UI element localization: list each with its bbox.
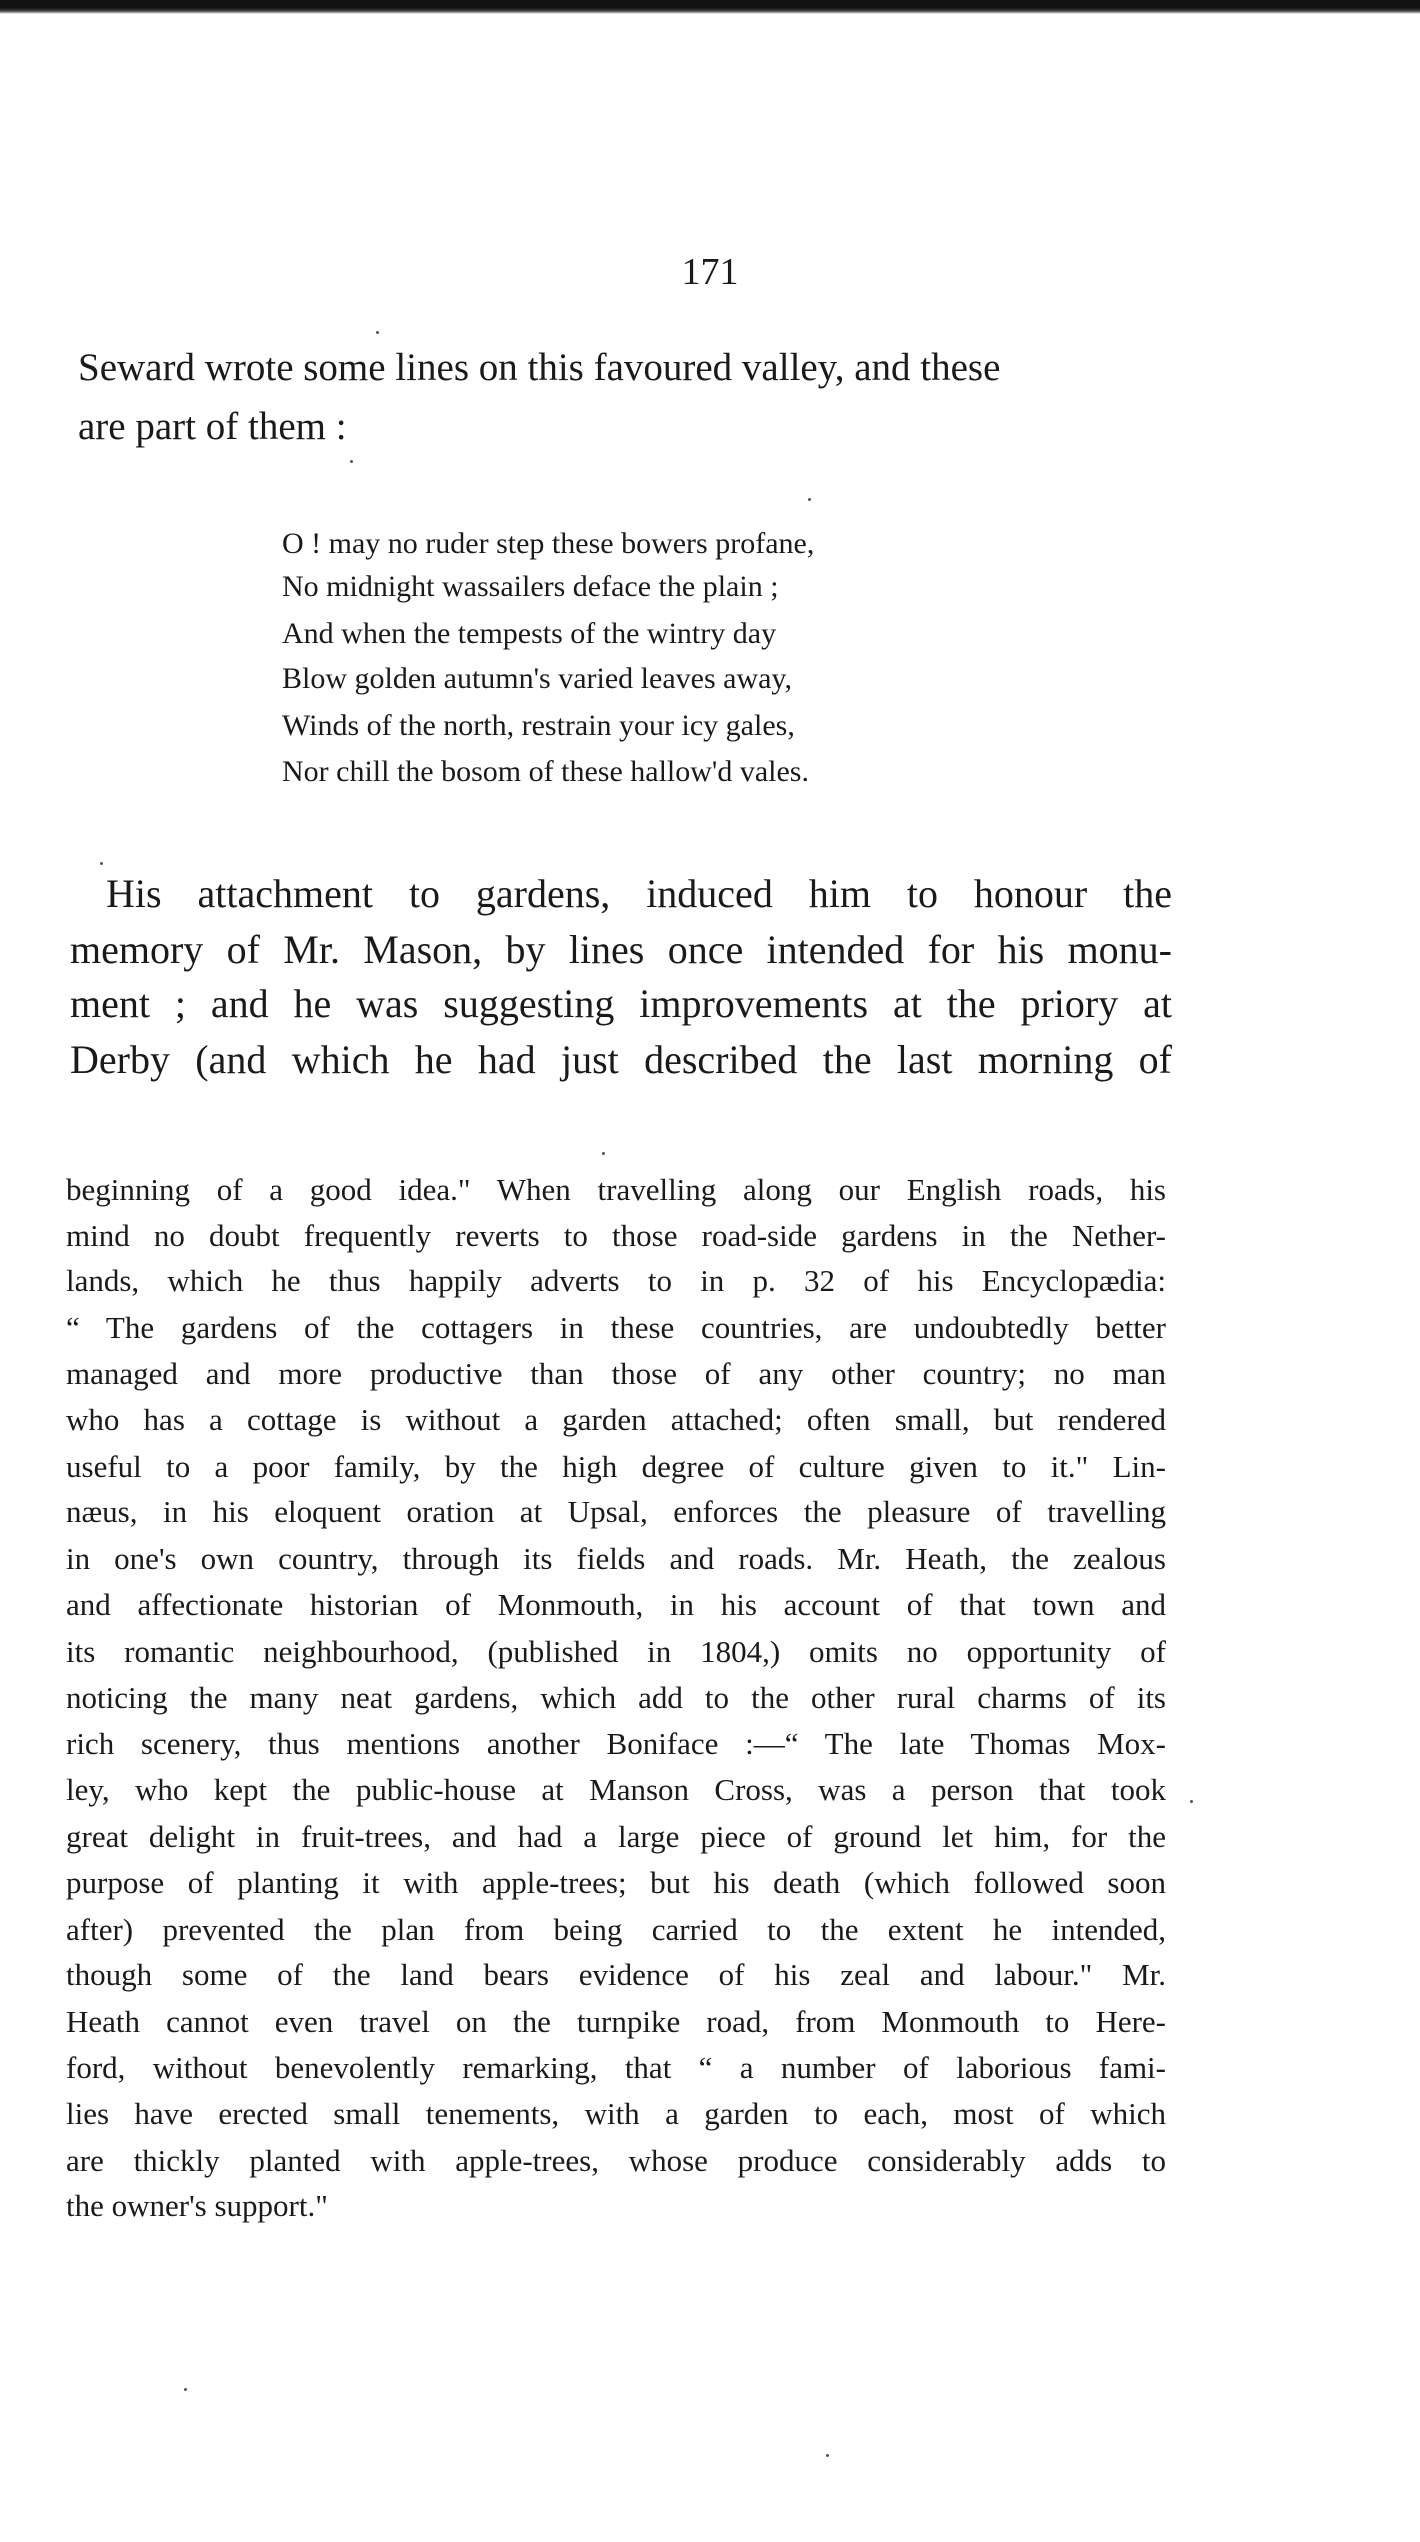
body-line: ford, without benevolently remarking, that “ a number of laborious fami- — [66, 2050, 1166, 2085]
speck — [808, 498, 811, 501]
speck — [1190, 1800, 1193, 1803]
paragraph-line: Derby (and which he had just described the last morning of — [70, 1037, 1172, 1082]
poem-line: Blow golden autumn's varied leaves away, — [282, 662, 792, 695]
body-line: are thickly planted with apple-trees, whose produce considerably adds to — [66, 2143, 1166, 2178]
body-line: “ The gardens of the cottagers in these countries, are undoubtedly better — [66, 1310, 1166, 1345]
body-line: næus, in his eloquent oration at Upsal, enforces the pleasure of travelling — [66, 1494, 1166, 1529]
body-line: rich scenery, thus mentions another Boniface :—“ The late Thomas Mox- — [66, 1726, 1166, 1761]
page-number: 171 — [681, 251, 739, 293]
speck — [602, 1152, 605, 1155]
body-line: Heath cannot even travel on the turnpike road, from Monmouth to Here- — [66, 2004, 1166, 2039]
body-line: and affectionate historian of Monmouth, in his account of that town and — [66, 1587, 1166, 1622]
body-line: beginning of a good idea." When travelling along our English roads, his — [66, 1172, 1166, 1207]
body-line: mind no doubt frequently reverts to those road-side gardens in the Nether- — [66, 1218, 1166, 1253]
paragraph-line: ment ; and he was suggesting improvements at the priory at — [70, 981, 1172, 1026]
top-border-rule — [0, 0, 1420, 14]
paragraph-line: memory of Mr. Mason, by lines once intended for his monu- — [70, 927, 1172, 972]
body-line: ley, who kept the public-house at Manson Cross, was a person that took — [66, 1772, 1166, 1807]
intro-line: Seward wrote some lines on this favoured valley, and these — [78, 346, 1001, 389]
intro-line: are part of them : — [78, 405, 347, 448]
body-line: lands, which he thus happily adverts to in p. 32 of his Encyclopædia: — [66, 1263, 1166, 1298]
poem-line: Nor chill the bosom of these hallow'd vales. — [282, 755, 809, 788]
paragraph-line: His attachment to gardens, induced him to honour the — [106, 871, 1172, 916]
body-line: managed and more productive than those of any other country; no man — [66, 1356, 1166, 1391]
body-line: great delight in fruit-trees, and had a large piece of ground let him, for the — [66, 1819, 1166, 1854]
body-line: its romantic neighbourhood, (published in 1804,) omits no opportunity of — [66, 1634, 1166, 1669]
speck — [100, 862, 103, 865]
body-line: purpose of planting it with apple-trees; but his death (which followed soon — [66, 1865, 1166, 1900]
speck — [826, 2454, 829, 2457]
body-line: useful to a poor family, by the high degree of culture given to it." Lin- — [66, 1449, 1166, 1484]
body-line: in one's own country, through its fields and roads. Mr. Heath, the zealous — [66, 1541, 1166, 1576]
body-line: lies have erected small tenements, with a garden to each, most of which — [66, 2096, 1166, 2131]
speck — [350, 460, 353, 463]
poem-line: And when the tempests of the wintry day — [282, 617, 777, 650]
poem-line: No midnight wassailers deface the plain ; — [282, 570, 779, 603]
body-line: though some of the land bears evidence of his zeal and labour." Mr. — [66, 1957, 1166, 1992]
speck — [376, 331, 379, 334]
poem-line: Winds of the north, restrain your icy gales, — [282, 709, 795, 742]
poem-line: O ! may no ruder step these bowers profane, — [282, 527, 815, 560]
body-line: the owner's support." — [66, 2188, 328, 2223]
speck — [184, 2388, 187, 2391]
body-line: who has a cottage is without a garden attached; often small, but rendered — [66, 1402, 1166, 1437]
body-line: noticing the many neat gardens, which add to the other rural charms of its — [66, 1680, 1166, 1715]
body-line: after) prevented the plan from being carried to the extent he intended, — [66, 1912, 1166, 1947]
